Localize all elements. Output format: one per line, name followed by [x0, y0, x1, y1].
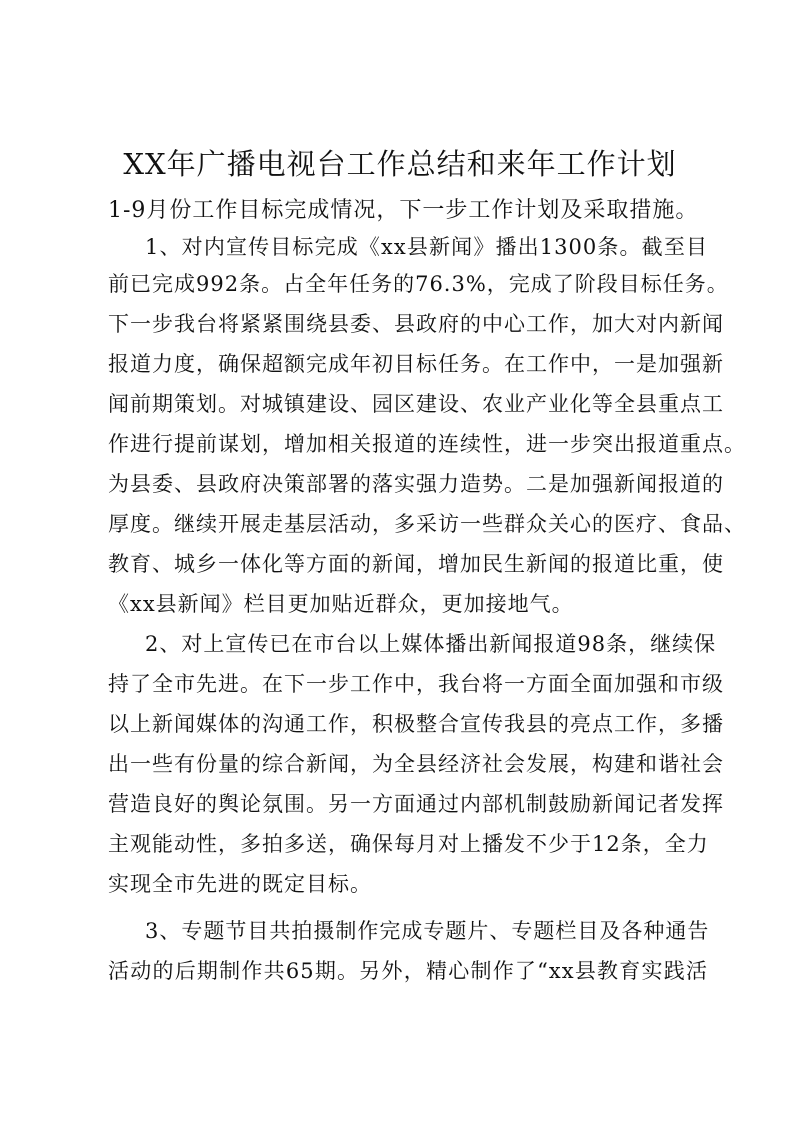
- paragraph-1-line-4: 报道力度，确保超额完成年初目标任务。在工作中，一是加强新: [108, 352, 724, 376]
- paragraph-2-line-6: 主观能动性，多拍多送，确保每月对上播发不少于12条，全力: [108, 832, 709, 856]
- paragraph-3-line-1: 3、专题节目共拍摄制作完成专题片、专题栏目及各种通告: [145, 919, 710, 943]
- paragraph-1-line-10: 《xx县新闻》栏目更加贴近群众，更加接地气。: [108, 592, 574, 616]
- document-title: XX年广播电视台工作总结和来年工作计划: [123, 147, 677, 181]
- paragraph-1-line-7: 为县委、县政府决策部署的落实强力造势。二是加强新闻报道的: [108, 472, 724, 496]
- paragraph-2-line-2: 持了全市先进。在下一步工作中，我台将一方面全面加强和市级: [108, 672, 724, 696]
- paragraph-2-line-3: 以上新闻媒体的沟通工作，积极整合宣传我县的亮点工作，多播: [108, 712, 724, 736]
- paragraph-2-line-4: 出一些有份量的综合新闻，为全县经济社会发展，构建和谐社会: [108, 752, 724, 776]
- paragraph-2-line-7: 实现全市先进的既定目标。: [108, 872, 372, 896]
- paragraph-1-line-9: 教育、城乡一体化等方面的新闻，增加民生新闻的报道比重，使: [108, 552, 724, 576]
- paragraph-2-line-1: 2、对上宣传已在市台以上媒体播出新闻报道98条，继续保: [145, 632, 717, 656]
- paragraph-1-line-5: 闻前期策划。对城镇建设、园区建设、农业产业化等全县重点工: [108, 392, 724, 416]
- intro-line: 1-9月份工作目标完成情况，下一步工作计划及采取措施。: [108, 198, 699, 223]
- paragraph-1-line-3: 下一步我台将紧紧围绕县委、县政府的中心工作，加大对内新闻: [108, 312, 724, 336]
- paragraph-1-line-2: 前已完成992条。占全年任务的76.3%，完成了阶段目标任务。: [108, 272, 729, 296]
- paragraph-3-line-2: 活动的后期制作共65期。另外，精心制作了“xx县教育实践活: [108, 959, 708, 983]
- paragraph-1-line-8: 厚度。继续开展走基层活动，多采访一些群众关心的医疗、食品、: [108, 512, 746, 536]
- paragraph-1-line-1: 1、对内宣传目标完成《xx县新闻》播出1300条。截至目: [145, 235, 708, 259]
- paragraph-2-line-5: 营造良好的舆论氛围。另一方面通过内部机制鼓励新闻记者发挥: [108, 792, 724, 816]
- paragraph-1-line-6: 作进行提前谋划，增加相关报道的连续性，进一步突出报道重点。: [108, 432, 746, 456]
